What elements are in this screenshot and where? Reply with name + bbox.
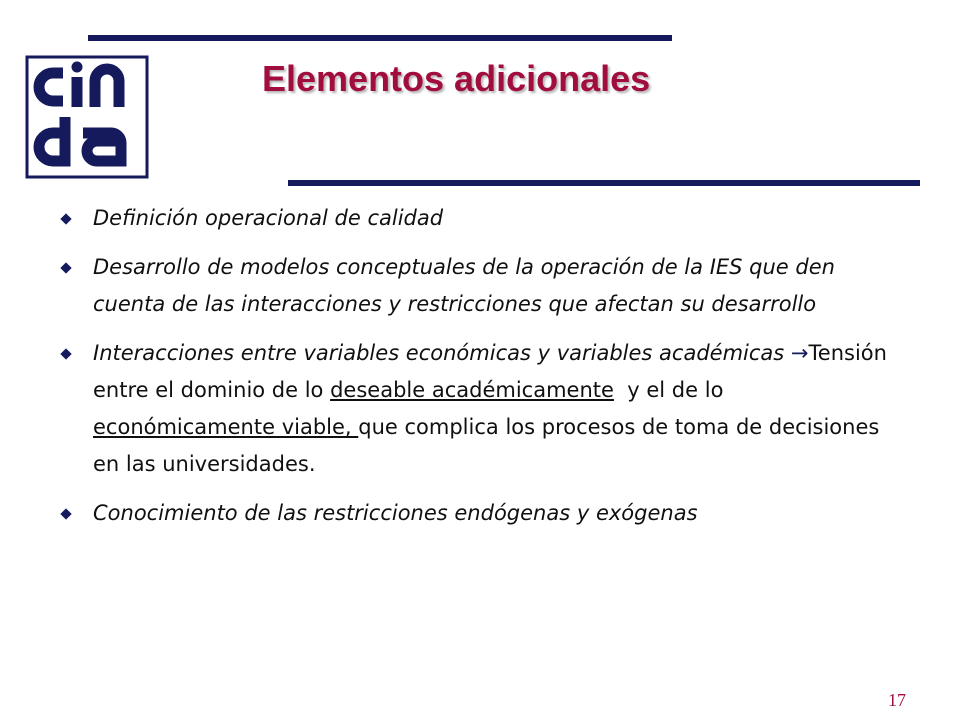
bullet-item — [62, 335, 902, 483]
bullet-text-italic: Interacciones entre variables económicas y variables académicas — [93, 341, 791, 365]
title-top-rule — [88, 35, 672, 41]
bullet-text: Tensión entre el dominio de lo — [93, 341, 887, 402]
title-bottom-rule — [288, 180, 920, 186]
bullet-text: Conocimiento de las restricciones endógenas y exógenas — [93, 501, 698, 525]
diamond-bullet-icon — [60, 262, 71, 273]
bullet-text: que complica los procesos de toma de decisiones en las universidades. — [93, 415, 880, 476]
diamond-bullet-icon — [60, 508, 71, 519]
underlined-phrase: deseable académicamente — [330, 378, 614, 402]
bullet-text: y el de lo — [613, 378, 731, 402]
diamond-bullet-icon — [60, 213, 71, 224]
bullet-list — [62, 200, 902, 544]
underlined-phrase: económicamente viable, — [93, 415, 359, 439]
bullet-text: Desarrollo de modelos conceptuales de la operación de la IES que den cuenta de las interacciones y restricciones que afectan su desarrollo — [93, 255, 835, 316]
cinda-logo — [25, 55, 149, 179]
bullet-item — [62, 249, 902, 323]
bullet-item — [62, 495, 902, 532]
diamond-bullet-icon — [60, 348, 71, 359]
slide-title: Elementos adicionales — [262, 58, 651, 99]
bullet-text: Definición operacional de calidad — [93, 206, 444, 230]
bullet-item — [62, 200, 902, 237]
arrow-right-icon: → — [790, 341, 809, 365]
page-number: 17 — [888, 690, 906, 710]
